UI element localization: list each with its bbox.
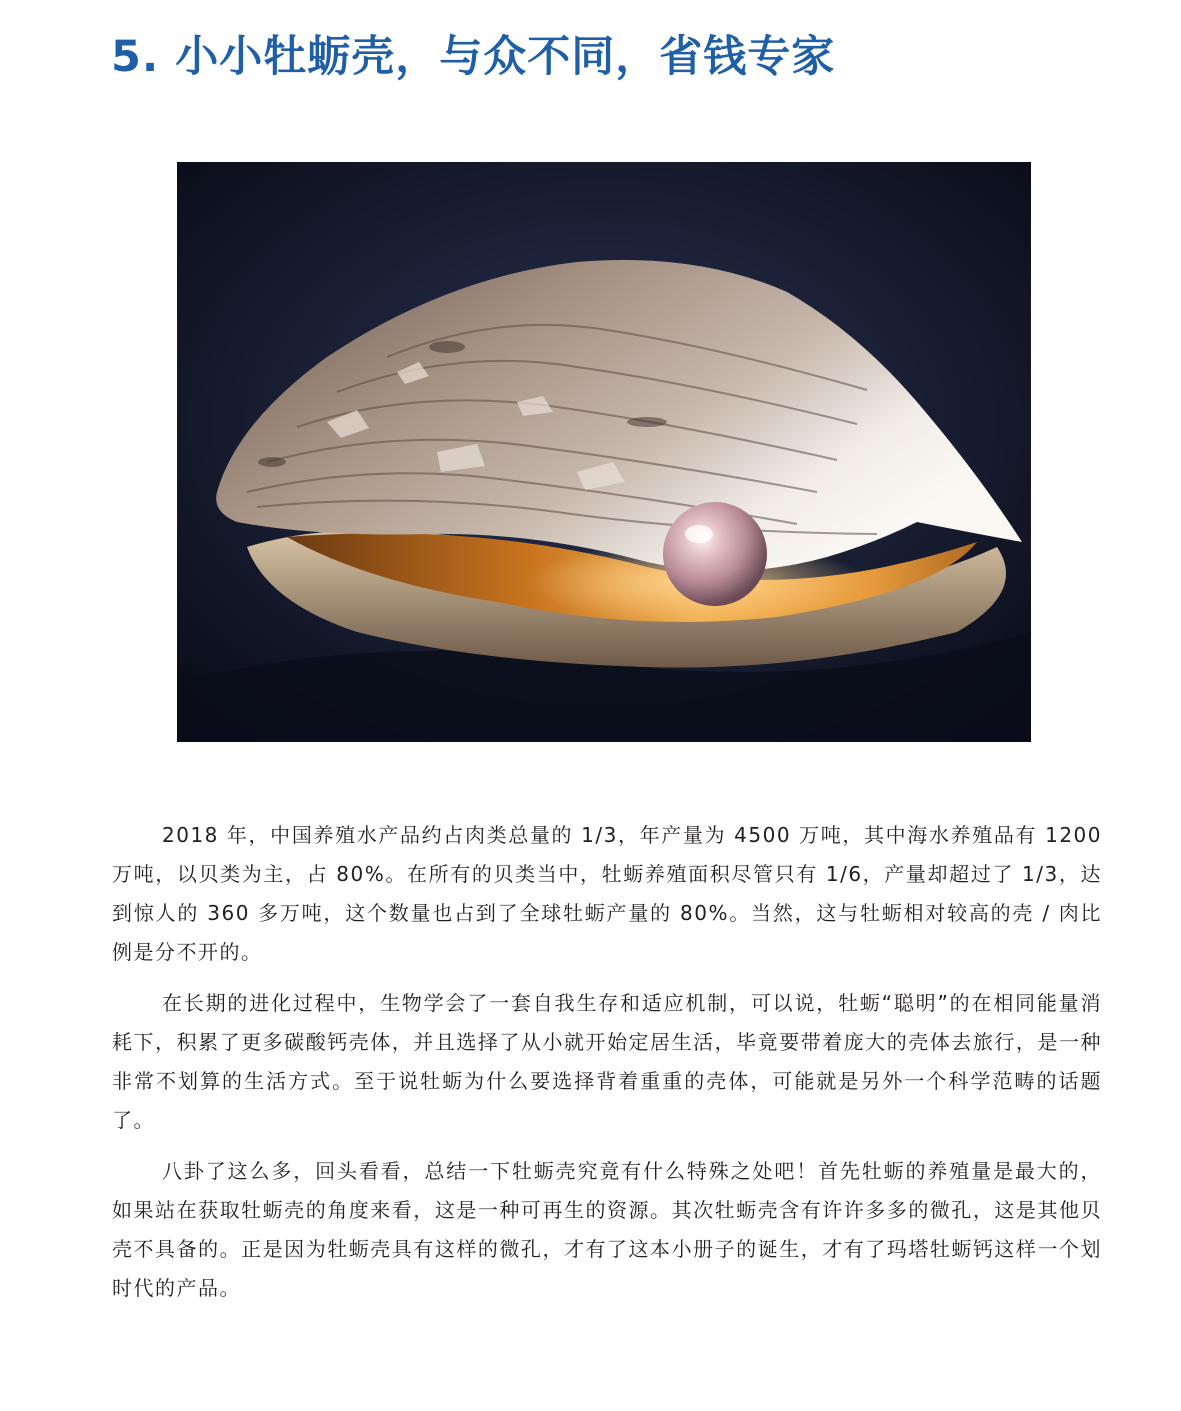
paragraph-3: 八卦了这么多，回头看看，总结一下牡蛎壳究竟有什么特殊之处吧！首先牡蛎的养殖量是最大的，如果站在获取牡蛎壳的角度来看，这是一种可再生的资源。其次牡蛎壳含有许许多多的微孔，这是其他贝壳不具备的。正是因为牡蛎壳具有这样的微孔，才有了这本小册子的诞生，才有了玛塔牡蛎钙这样一个划时代的产品。 (112, 1159, 1102, 1300)
paragraph-1: 2018 年，中国养殖水产品约占肉类总量的 1/3，年产量为 4500 万吨，其中海水养殖品有 1200 万吨，以贝类为主，占 80%。在所有的贝类当中，牡蛎养殖面积尽管只有 1/6，产量却超过了 1/3，达到惊人的 360 多万吨，这个数量也占到了全球牡蛎产量的 80%。当然，这与牡蛎相对较高的壳 / 肉比例是分不开的。 (112, 823, 1102, 964)
page-title: 5. 小小牡蛎壳，与众不同，省钱专家 (111, 32, 836, 82)
paragraph-2: 在长期的进化过程中，生物学会了一套自我生存和适应机制，可以说，牡蛎“聪明”的在相同能量消耗下，积累了更多碳酸钙壳体，并且选择了从小就开始定居生活，毕竟要带着庞大的壳体去旅行，是一种非常不划算的生活方式。至于说牡蛎为什么要选择背着重重的壳体，可能就是另外一个科学范畴的话题了。 (112, 991, 1102, 1132)
oyster-with-pearl-icon (177, 162, 1031, 742)
oyster-pearl-photo (177, 162, 1031, 742)
article-body (112, 816, 1102, 1320)
